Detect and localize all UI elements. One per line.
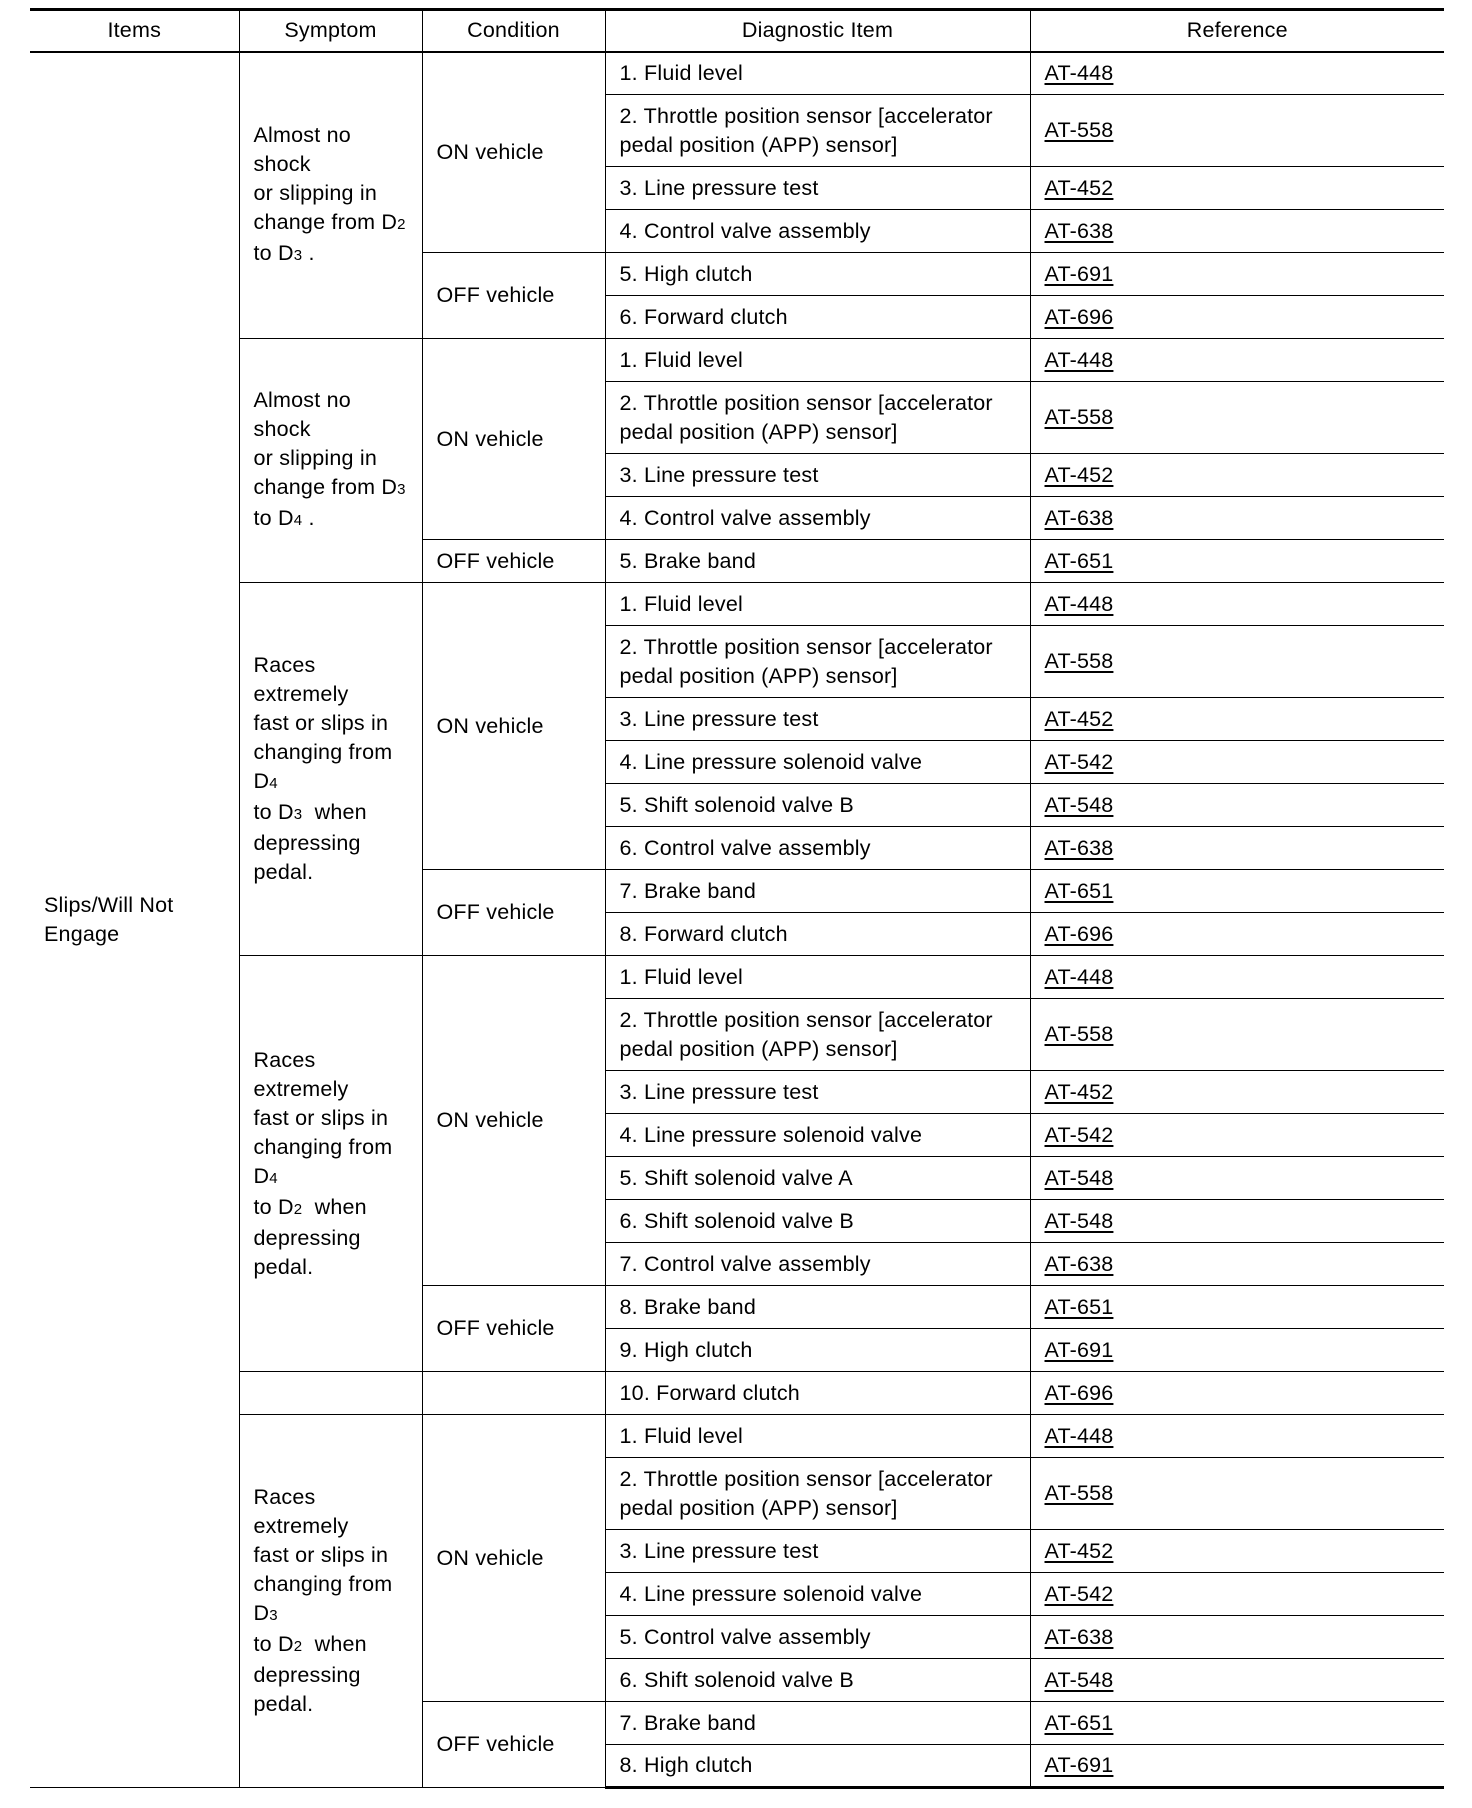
diagnostic-item: 7. Brake band	[605, 1702, 1030, 1745]
diagnostic-item: 1. Fluid level	[605, 1415, 1030, 1458]
diagnostic-item: 10. Forward clutch	[605, 1372, 1030, 1415]
reference-link[interactable]: AT-448	[1044, 1423, 1114, 1448]
symptom-cell: Almost no shock or slipping in change from D2 to D3 .	[239, 52, 422, 339]
header-diagnostic-item: Diagnostic Item	[605, 10, 1030, 52]
symptom-cell: Almost no shock or slipping in change from D3 to D4 .	[239, 339, 422, 583]
header-reference: Reference	[1030, 10, 1444, 52]
diagnostic-item: 6. Forward clutch	[605, 296, 1030, 339]
condition-cell: OFF vehicle	[422, 1286, 605, 1372]
diagnostic-item: 3. Line pressure test	[605, 1071, 1030, 1114]
diagnostic-item: 6. Control valve assembly	[605, 827, 1030, 870]
reference-link[interactable]: AT-542	[1044, 1122, 1114, 1147]
table-row	[30, 583, 1444, 626]
diagnostic-item: 4. Line pressure solenoid valve	[605, 1114, 1030, 1157]
diagnostic-item: 3. Line pressure test	[605, 454, 1030, 497]
diagnostic-item: 5. Brake band	[605, 540, 1030, 583]
reference-link[interactable]: AT-452	[1044, 462, 1114, 487]
reference-link[interactable]: AT-452	[1044, 175, 1114, 200]
header-condition: Condition	[422, 10, 605, 52]
reference-link[interactable]: AT-448	[1044, 347, 1114, 372]
reference-link[interactable]: AT-448	[1044, 591, 1114, 616]
diagnostic-item: 1. Fluid level	[605, 956, 1030, 999]
diagnostic-item: 4. Control valve assembly	[605, 210, 1030, 253]
reference-link[interactable]: AT-448	[1044, 964, 1114, 989]
diagnostic-item: 2. Throttle position sensor [accelerator pedal position (APP) sensor]	[605, 382, 1030, 454]
reference-link[interactable]: AT-638	[1044, 1624, 1114, 1649]
reference-link[interactable]: AT-558	[1044, 405, 1114, 429]
reference-link[interactable]: AT-452	[1044, 706, 1114, 731]
diagnostic-table	[30, 8, 1444, 1789]
diagnostic-item: 2. Throttle position sensor [accelerator pedal position (APP) sensor]	[605, 95, 1030, 167]
diagnostic-item: 4. Line pressure solenoid valve	[605, 1573, 1030, 1616]
diagnostic-item: 7. Brake band	[605, 870, 1030, 913]
condition-cell-empty	[422, 1372, 605, 1415]
table-row	[30, 1372, 1444, 1415]
diagnostic-item: 1. Fluid level	[605, 583, 1030, 626]
reference-link[interactable]: AT-696	[1044, 304, 1114, 329]
diagnostic-item: 3. Line pressure test	[605, 167, 1030, 210]
symptom-cell: Races extremely fast or slips in changing from D4 to D2 when depressing pedal.	[239, 956, 422, 1372]
symptom-cell: Races extremely fast or slips in changing from D4 to D3 when depressing pedal.	[239, 583, 422, 956]
diagnostic-item: 1. Fluid level	[605, 339, 1030, 382]
condition-cell: ON vehicle	[422, 1415, 605, 1702]
table-row	[30, 1415, 1444, 1458]
reference-link[interactable]: AT-651	[1044, 1294, 1114, 1319]
diagnostic-item: 5. Shift solenoid valve B	[605, 784, 1030, 827]
reference-link[interactable]: AT-558	[1044, 1481, 1114, 1505]
reference-link[interactable]: AT-448	[1044, 60, 1114, 85]
diagnostic-item: 6. Shift solenoid valve B	[605, 1659, 1030, 1702]
condition-cell: ON vehicle	[422, 339, 605, 540]
diagnostic-item: 4. Control valve assembly	[605, 497, 1030, 540]
condition-cell: OFF vehicle	[422, 870, 605, 956]
diagnostic-item: 3. Line pressure test	[605, 698, 1030, 741]
diagnostic-item: 8. High clutch	[605, 1745, 1030, 1788]
reference-link[interactable]: AT-558	[1044, 1022, 1114, 1046]
diagnostic-item: 5. Control valve assembly	[605, 1616, 1030, 1659]
reference-link[interactable]: AT-696	[1044, 921, 1114, 946]
diagnostic-item: 3. Line pressure test	[605, 1530, 1030, 1573]
condition-cell: OFF vehicle	[422, 540, 605, 583]
table-row	[30, 52, 1444, 95]
header-symptom: Symptom	[239, 10, 422, 52]
diagnostic-item: 8. Brake band	[605, 1286, 1030, 1329]
diagnostic-item: 6. Shift solenoid valve B	[605, 1200, 1030, 1243]
reference-link[interactable]: AT-638	[1044, 218, 1114, 243]
diagnostic-item: 4. Line pressure solenoid valve	[605, 741, 1030, 784]
reference-link[interactable]: AT-691	[1044, 1753, 1114, 1777]
condition-cell: ON vehicle	[422, 52, 605, 253]
reference-link[interactable]: AT-696	[1044, 1380, 1114, 1405]
symptom-cell-empty	[239, 1372, 422, 1415]
diagnostic-item: 2. Throttle position sensor [accelerator pedal position (APP) sensor]	[605, 999, 1030, 1071]
diagnostic-item: 5. Shift solenoid valve A	[605, 1157, 1030, 1200]
diagnostic-item: 1. Fluid level	[605, 52, 1030, 95]
reference-link[interactable]: AT-542	[1044, 749, 1114, 774]
diagnostic-item: 7. Control valve assembly	[605, 1243, 1030, 1286]
item-cell: Slips/Will Not Engage	[30, 52, 239, 1788]
reference-link[interactable]: AT-638	[1044, 835, 1114, 860]
reference-link[interactable]: AT-452	[1044, 1079, 1114, 1104]
reference-link[interactable]: AT-638	[1044, 1251, 1114, 1276]
reference-link[interactable]: AT-651	[1044, 1710, 1114, 1735]
header-items: Items	[30, 10, 239, 52]
reference-link[interactable]: AT-548	[1044, 792, 1114, 817]
diagnostic-item: 8. Forward clutch	[605, 913, 1030, 956]
reference-link[interactable]: AT-638	[1044, 505, 1114, 530]
reference-link[interactable]: AT-691	[1044, 1337, 1114, 1362]
table-row	[30, 956, 1444, 999]
reference-link[interactable]: AT-558	[1044, 649, 1114, 673]
diagnostic-item: 9. High clutch	[605, 1329, 1030, 1372]
reference-link[interactable]: AT-651	[1044, 548, 1114, 573]
condition-cell: OFF vehicle	[422, 253, 605, 339]
reference-link[interactable]: AT-691	[1044, 261, 1114, 286]
reference-link[interactable]: AT-548	[1044, 1208, 1114, 1233]
condition-cell: ON vehicle	[422, 583, 605, 870]
symptom-cell: Races extremely fast or slips in changing from D3 to D2 when depressing pedal.	[239, 1415, 422, 1788]
reference-link[interactable]: AT-558	[1044, 118, 1114, 142]
reference-link[interactable]: AT-548	[1044, 1165, 1114, 1190]
reference-link[interactable]: AT-452	[1044, 1538, 1114, 1563]
diagnostic-item: 2. Throttle position sensor [accelerator pedal position (APP) sensor]	[605, 626, 1030, 698]
condition-cell: ON vehicle	[422, 956, 605, 1286]
table-row	[30, 339, 1444, 382]
table-header-row	[30, 10, 1444, 52]
diagnostic-item: 5. High clutch	[605, 253, 1030, 296]
diagnostic-item: 2. Throttle position sensor [accelerator pedal position (APP) sensor]	[605, 1458, 1030, 1530]
reference-link[interactable]: AT-651	[1044, 878, 1114, 903]
reference-link[interactable]: AT-542	[1044, 1581, 1114, 1606]
condition-cell: OFF vehicle	[422, 1702, 605, 1788]
reference-link[interactable]: AT-548	[1044, 1667, 1114, 1692]
